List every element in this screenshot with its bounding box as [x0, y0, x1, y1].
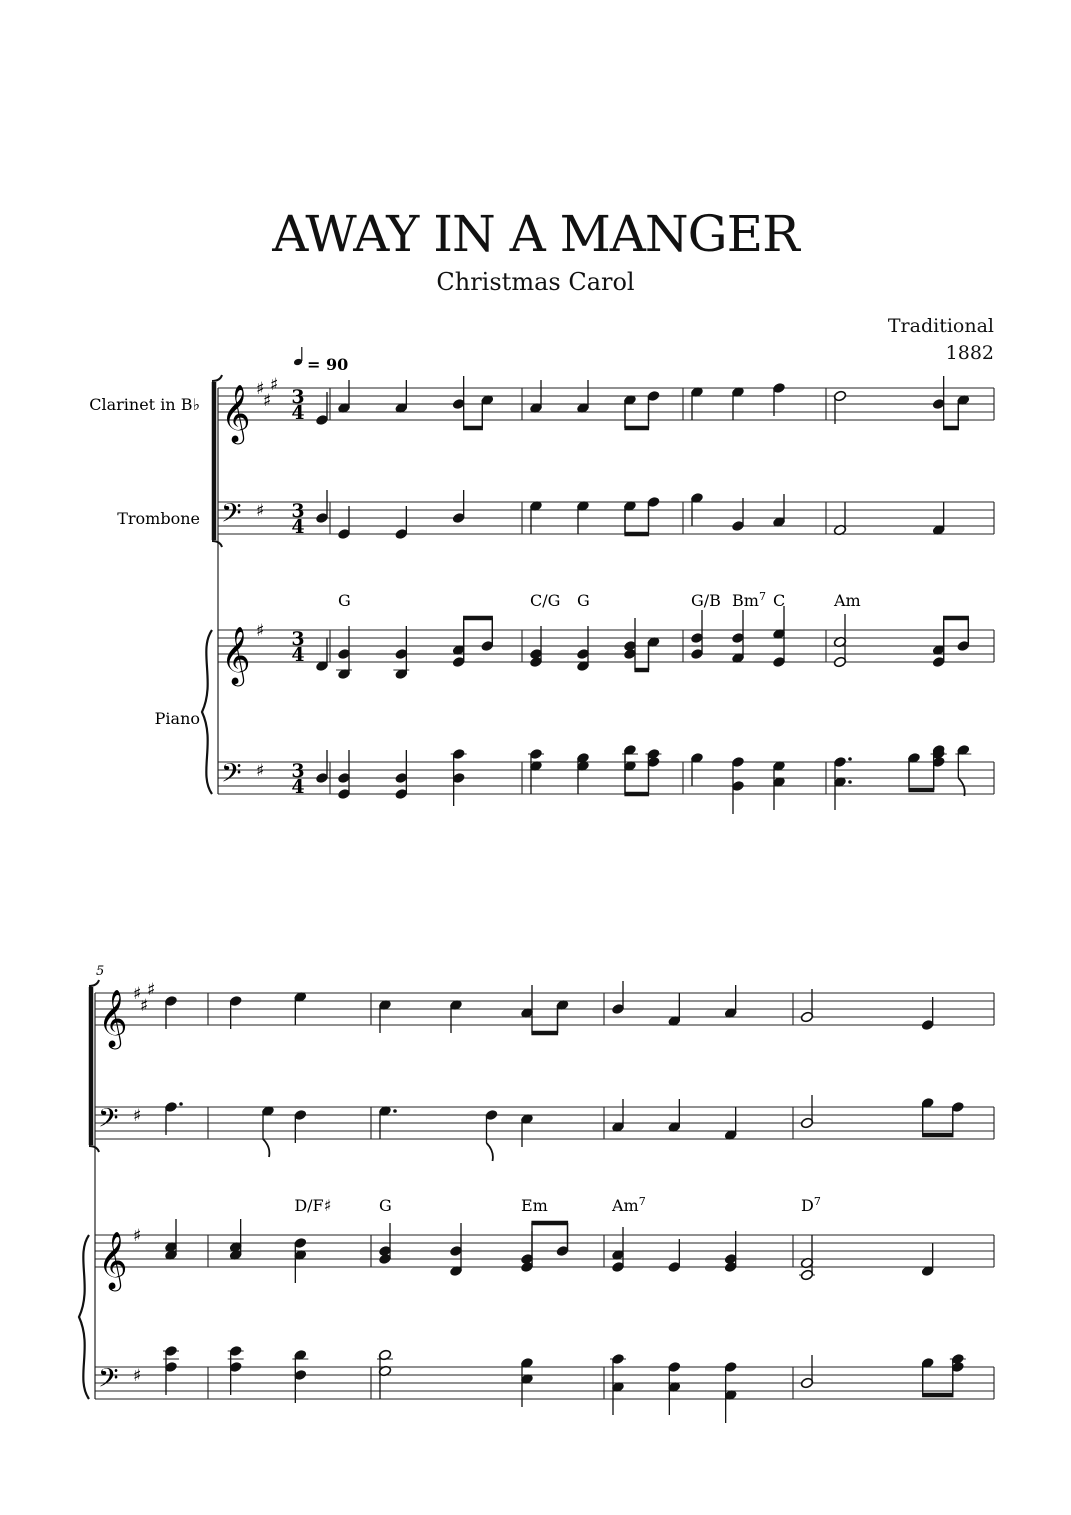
note: [611, 1227, 624, 1273]
chord-root: G: [338, 591, 351, 610]
composition-year: 1882: [945, 342, 994, 364]
score-subtitle: Christmas Carol: [436, 268, 635, 296]
time-signature-lower: 4: [291, 402, 305, 424]
note: [164, 995, 177, 1029]
note: [731, 386, 744, 420]
note: [292, 1349, 308, 1403]
note: [337, 380, 350, 414]
augmentation-dot: [848, 780, 852, 784]
chord-root: Am: [834, 591, 861, 610]
note: [611, 981, 624, 1015]
bass-clef: 𝄢: [221, 497, 242, 535]
note: [668, 1361, 681, 1415]
system-2: [79, 964, 994, 1423]
note: [833, 614, 846, 668]
staff-piano-lh: [218, 744, 994, 814]
bracket-hook-top: [212, 375, 222, 381]
note: [724, 1107, 737, 1141]
augmentation-dot: [179, 1102, 183, 1106]
note: [163, 1345, 179, 1395]
staff-piano-rh: [218, 606, 994, 687]
note: [315, 750, 328, 784]
chord-root: Bm: [732, 591, 759, 610]
chord-root: Em: [521, 1196, 548, 1215]
tempo-value: = 90: [307, 355, 349, 374]
note: [485, 1109, 498, 1143]
key-signature-sharp: ♯: [256, 761, 265, 781]
note: [690, 610, 703, 660]
note: [668, 993, 681, 1027]
note: [800, 989, 813, 1023]
note: [690, 386, 703, 420]
note: [576, 500, 589, 534]
key-signature-sharp: ♯: [133, 984, 142, 1004]
key-signature-sharp: ♯: [133, 1226, 142, 1246]
note: [520, 1113, 533, 1147]
time-signature-upper: 3: [291, 760, 305, 782]
chord-root: G: [379, 1196, 392, 1215]
note: [378, 1223, 391, 1265]
time-signature-upper: 3: [291, 628, 305, 650]
chord-root: Am: [612, 1196, 639, 1215]
note: [528, 748, 544, 794]
note: [623, 618, 636, 660]
note: [229, 995, 242, 1029]
key-signature-sharp: ♯: [147, 980, 156, 1000]
note: [731, 756, 744, 814]
note: [772, 760, 785, 810]
chord-symbol: [379, 1196, 392, 1215]
treble-clef: 𝄞: [221, 626, 251, 684]
staff-piano-lh: [95, 1345, 994, 1423]
chord-extension: 7: [758, 590, 766, 603]
key-signature-sharp: ♯: [256, 621, 265, 641]
time-signature-lower: 4: [291, 644, 305, 666]
composer-name: Traditional: [887, 315, 994, 337]
note-flag: [958, 778, 964, 796]
instrument-label-clarinet: Clarinet in B♭: [89, 395, 200, 414]
chord-symbol: [294, 1196, 331, 1215]
chord-symbol: [530, 591, 560, 610]
staff-trombone: [95, 1095, 994, 1161]
note: [229, 1219, 242, 1261]
note: [833, 502, 846, 536]
note: [833, 756, 851, 810]
note: [921, 1243, 934, 1277]
note: [228, 1345, 244, 1395]
bracket-hook-bottom: [212, 541, 222, 547]
time-signature-upper: 3: [291, 500, 305, 522]
instrument-label-piano: Piano: [154, 709, 200, 728]
time-signature-upper: 3: [291, 386, 305, 408]
staff-clarinet: [218, 375, 994, 445]
bracket-hook-bottom: [89, 1146, 99, 1152]
measure-number: 5: [96, 964, 105, 979]
chord-symbol: [732, 590, 766, 610]
staff-trombone: [218, 490, 994, 540]
chord-symbol: [833, 591, 861, 610]
chord-symbol: [691, 591, 721, 610]
system-1: [89, 375, 994, 814]
chord-root: G: [577, 591, 590, 610]
note: [833, 390, 846, 424]
note: [576, 626, 589, 672]
note: [393, 626, 409, 680]
key-signature-sharp: ♯: [256, 501, 265, 521]
note: [294, 1109, 307, 1143]
note: [164, 1219, 177, 1261]
note: [294, 991, 307, 1025]
note: [529, 500, 542, 534]
note: [800, 1355, 813, 1389]
note: [799, 1235, 815, 1281]
treble-clef: 𝄞: [98, 1231, 128, 1289]
chord-root: G/B: [691, 591, 721, 610]
note: [772, 382, 785, 416]
chord-extension: 7: [813, 1195, 821, 1208]
note: [395, 380, 408, 414]
note: [529, 380, 542, 414]
piano-brace: [202, 630, 212, 794]
note: [529, 626, 542, 668]
chord-root: D/F♯: [294, 1196, 332, 1215]
note: [261, 1105, 274, 1139]
chord-symbol: [801, 1195, 821, 1215]
key-signature-sharp: ♯: [270, 375, 279, 395]
note: [377, 1349, 393, 1399]
note: [451, 748, 467, 806]
note: [668, 1239, 681, 1273]
note: [294, 1237, 307, 1283]
note: [315, 392, 328, 426]
note: [164, 1101, 182, 1135]
note-flag: [263, 1139, 269, 1157]
note: [576, 380, 589, 414]
note: [690, 752, 703, 786]
note: [690, 492, 703, 526]
chord-symbol: [577, 591, 590, 610]
key-signature-sharp: ♯: [263, 391, 272, 411]
note: [921, 997, 934, 1031]
note: [731, 610, 744, 664]
treble-clef: 𝄞: [98, 989, 128, 1047]
treble-clef: 𝄞: [221, 384, 251, 442]
note: [668, 1099, 681, 1133]
note: [724, 1231, 737, 1273]
chord-symbol: [521, 1196, 548, 1215]
note: [611, 1099, 624, 1133]
time-signature-lower: 4: [291, 516, 305, 538]
augmentation-dot: [393, 1109, 397, 1113]
chord-symbol: [773, 591, 785, 610]
note: [336, 626, 352, 680]
note: [576, 752, 589, 794]
note: [449, 1223, 462, 1277]
piano-brace: [79, 1235, 89, 1399]
systems: [79, 375, 994, 1423]
staff-clarinet: [95, 980, 994, 1050]
augmentation-dot: [848, 757, 852, 761]
key-signature-sharp: ♯: [140, 996, 149, 1016]
note: [337, 750, 350, 800]
note: [315, 490, 328, 524]
tempo-marking: [293, 347, 348, 374]
note: [955, 744, 971, 778]
note: [395, 750, 408, 800]
staff-piano-rh: [95, 1219, 994, 1292]
bass-clef: 𝄢: [221, 757, 242, 795]
key-signature-sharp: ♯: [133, 1106, 142, 1126]
note: [449, 999, 462, 1033]
note: [731, 498, 744, 532]
chord-symbol: [338, 591, 351, 610]
note: [452, 490, 465, 524]
note-flag: [487, 1143, 493, 1161]
bass-clef: 𝄢: [98, 1362, 119, 1400]
note: [395, 506, 408, 540]
key-signature-sharp: ♯: [256, 379, 265, 399]
chord-extension: 7: [638, 1195, 646, 1208]
note: [772, 606, 785, 668]
note: [724, 1361, 737, 1423]
note: [378, 999, 391, 1033]
note: [315, 638, 328, 672]
instrument-label-trombone: Trombone: [117, 509, 200, 528]
note: [932, 502, 945, 536]
chord-root: C: [773, 591, 786, 610]
chord-root: C/G: [530, 591, 561, 610]
chord-symbol: [611, 1195, 646, 1215]
key-signature-sharp: ♯: [133, 1366, 142, 1386]
note: [337, 506, 350, 540]
note: [520, 1357, 533, 1407]
score-title: AWAY IN A MANGER: [272, 205, 799, 263]
note: [610, 1353, 626, 1415]
bass-clef: 𝄢: [98, 1102, 119, 1140]
chord-root: D: [801, 1196, 814, 1215]
time-signature-lower: 4: [291, 776, 305, 798]
note: [378, 1105, 396, 1139]
note: [724, 985, 737, 1019]
note: [772, 494, 785, 528]
bracket-hook-top: [89, 980, 99, 986]
note: [800, 1095, 813, 1129]
